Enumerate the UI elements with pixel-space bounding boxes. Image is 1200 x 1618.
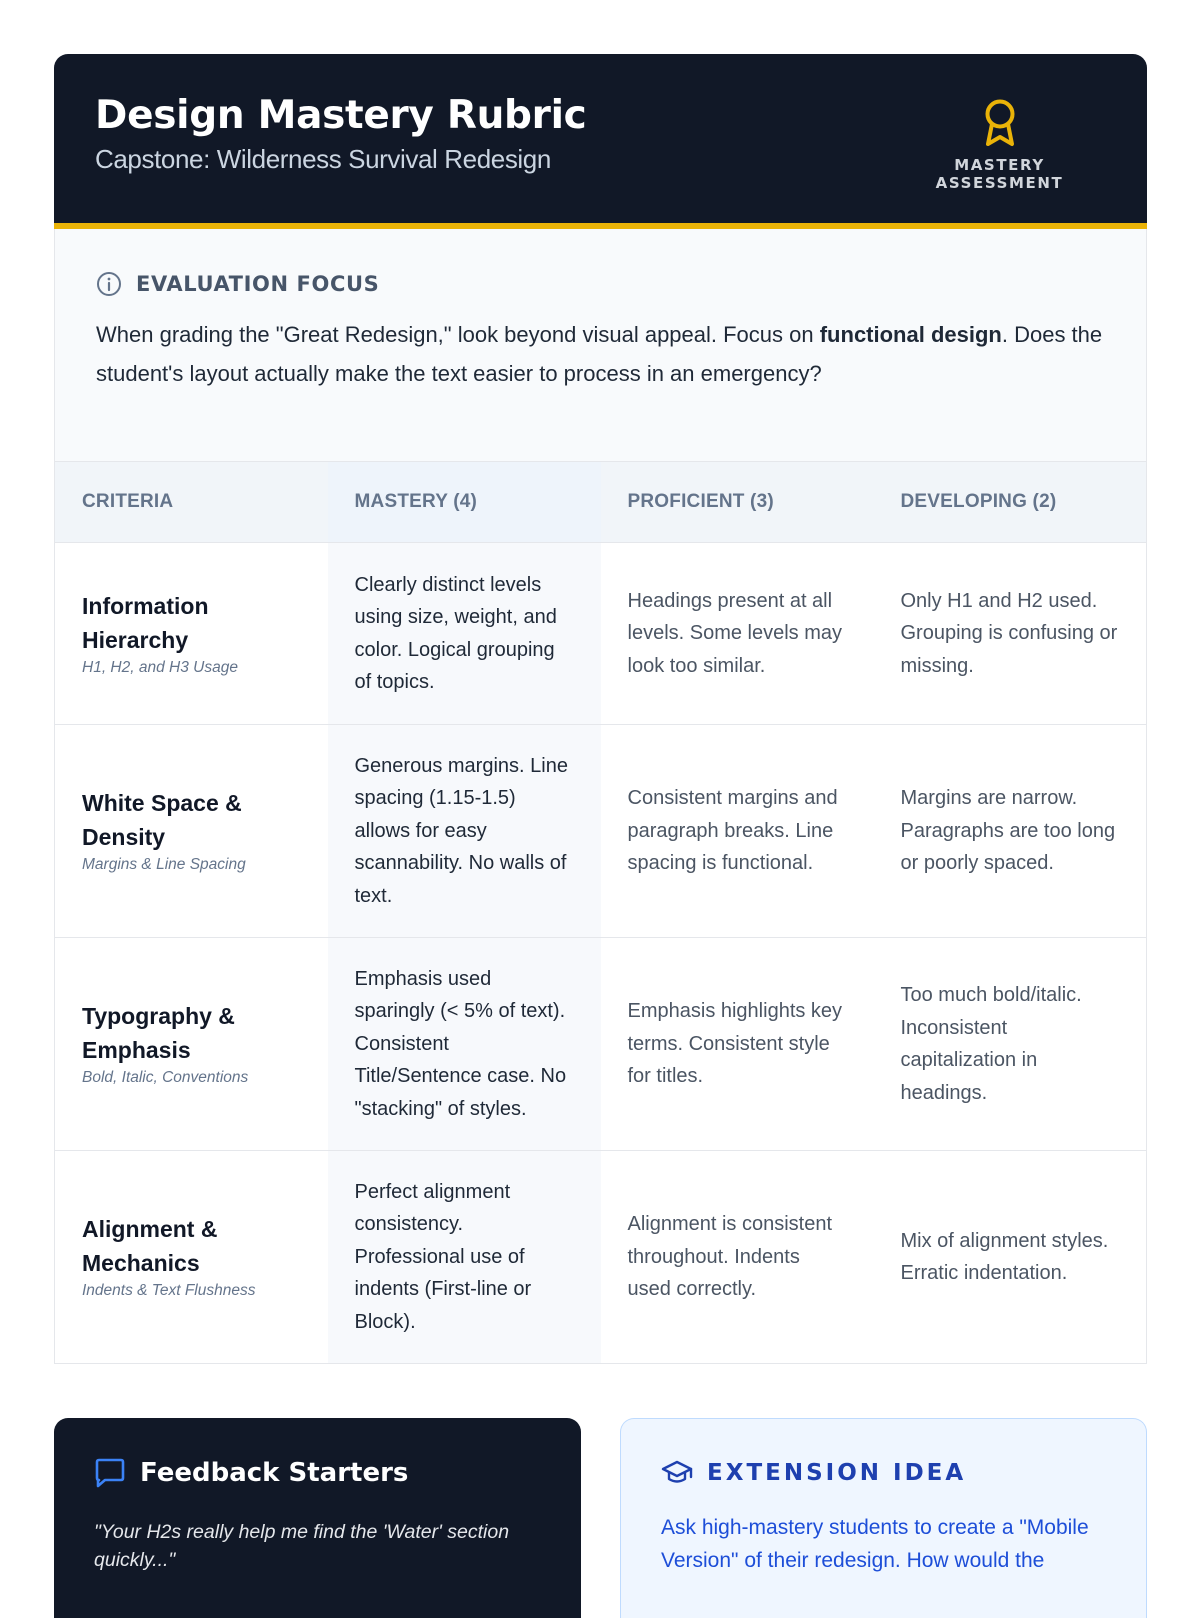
criteria-cell [55,543,328,725]
chat-bubble-icon [94,1458,126,1488]
table-header-row [55,462,1147,543]
extension-idea-text: Ask high-mastery students to create a "Mobile Version" of their redesign. How would the [661,1516,1089,1572]
criteria-subtitle: Margins & Line Spacing [82,856,246,873]
criteria-cell [55,725,328,938]
award-ribbon-icon [983,98,1017,148]
evaluation-focus-text: When grading the "Great Redesign," look beyond visual appeal. Focus on functional design. Does the student's layout actually make the text easier to process in an emergency? [96,322,1103,386]
criteria-subtitle: Indents & Text Flushness [82,1282,256,1299]
criteria-subtitle: Bold, Italic, Conventions [82,1069,249,1086]
criteria-name: Information Hierarchy [82,592,209,653]
criteria-name: Typography & Emphasis [82,1003,235,1063]
graduation-cap-icon [661,1459,693,1487]
developing-cell: Only H1 and H2 used. Grouping is confusing or missing. [874,543,1147,725]
table-row [55,543,1147,725]
rubric-header [54,54,1147,229]
feedback-starters-card [54,1418,581,1618]
feedback-quote: "Your H2s really help me find the 'Water' section quickly..." [94,1521,510,1571]
column-header-criteria: CRITERIA [55,462,328,543]
emphasis-functional-design: functional design [819,322,1002,347]
extension-idea-title: EXTENSION IDEA [707,1460,967,1486]
badge-label: MASTERY ASSESSMENT [935,156,1064,192]
developing-cell: Too much bold/italic. Inconsistent capitalization in headings. [874,938,1147,1151]
column-header-proficient: PROFICIENT (3) [601,462,874,543]
proficient-cell: Alignment is consistent throughout. Indents used correctly. [601,1151,874,1364]
page-title: Design Mastery Rubric [95,93,587,138]
developing-cell: Margins are narrow. Paragraphs are too long or poorly spaced. [874,725,1147,938]
extension-idea-card [620,1418,1147,1618]
developing-cell: Mix of alignment styles. Erratic indentation. [874,1151,1147,1364]
criteria-cell [55,938,328,1151]
mastery-cell: Perfect alignment consistency. Professional use of indents (First-line or Block). [328,1151,601,1364]
page-subtitle: Capstone: Wilderness Survival Redesign [95,144,551,174]
criteria-name: Alignment & Mechanics [82,1216,218,1276]
table-row [55,938,1147,1151]
column-header-mastery: MASTERY (4) [328,462,601,543]
feedback-starters-title: Feedback Starters [140,1458,409,1488]
table-row [55,1151,1147,1364]
info-circle-icon [96,271,122,297]
evaluation-focus-title: EVALUATION FOCUS [136,272,380,296]
proficient-cell: Emphasis highlights key terms. Consistent style for titles. [601,938,874,1151]
mastery-cell: Clearly distinct levels using size, weight, and color. Logical grouping of topics. [328,543,601,725]
criteria-subtitle: H1, H2, and H3 Usage [82,658,238,676]
evaluation-focus [54,229,1147,461]
rubric-table [54,461,1147,1364]
proficient-cell: Consistent margins and paragraph breaks. Line spacing is functional. [601,725,874,938]
mastery-cell: Generous margins. Line spacing (1.15-1.5) allows for easy scannability. No walls of text. [328,725,601,938]
proficient-cell: Headings present at all levels. Some levels may look too similar. [601,543,874,725]
column-header-developing: DEVELOPING (2) [874,462,1147,543]
criteria-name: White Space & Density [82,790,242,850]
rubric-page [54,54,1147,1618]
bottom-cards [54,1418,1147,1618]
table-row [55,725,1147,938]
criteria-cell [55,1151,328,1364]
mastery-badge [892,98,1107,192]
mastery-cell: Emphasis used sparingly (< 5% of text). Consistent Title/Sentence case. No "stacking" of styles. [328,938,601,1151]
